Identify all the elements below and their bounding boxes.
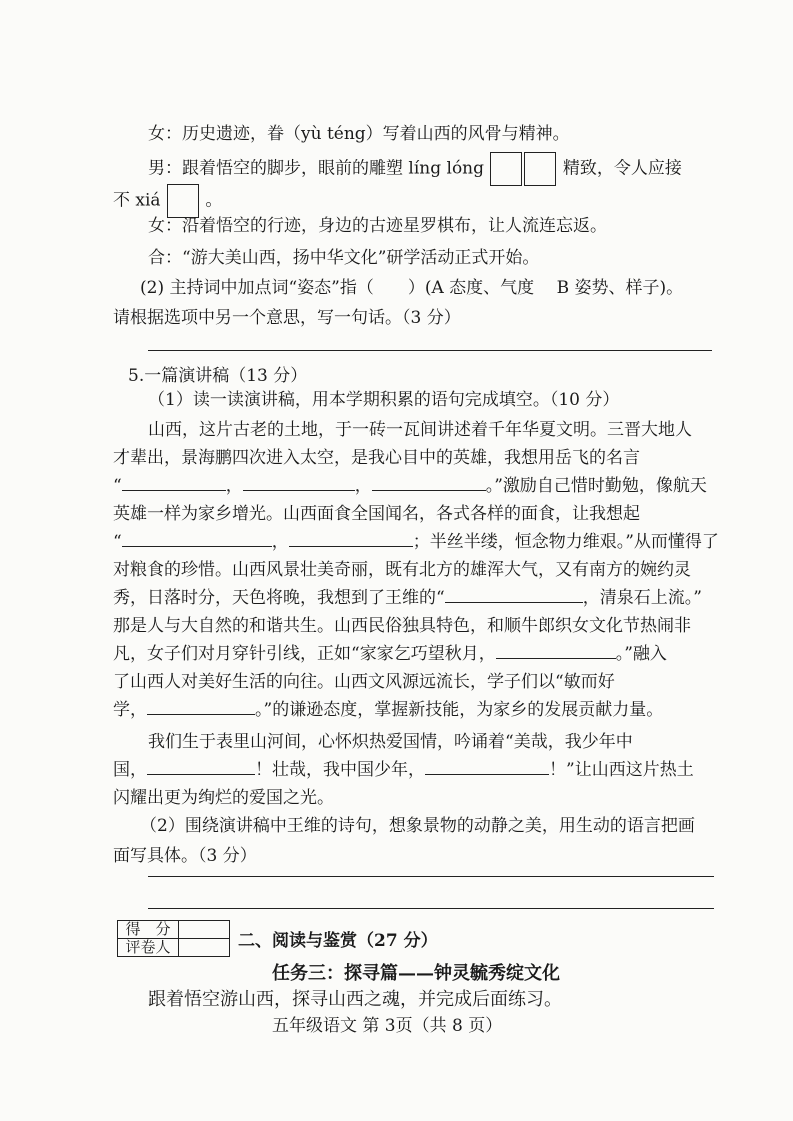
speech-line-1: 山西，这片古老的土地，于一砖一瓦间讲述着千年华夏文明。三晋大地人 (148, 420, 692, 440)
dialogue-male-1-cont (113, 184, 222, 218)
fill-blank[interactable] (425, 758, 549, 775)
fill-blank[interactable] (122, 530, 272, 547)
fill-blank[interactable] (147, 698, 255, 715)
answer-box[interactable] (167, 184, 199, 218)
dialogue-male-text-3: 不 xiá (113, 190, 161, 211)
speech-line-2: 才辈出，景海鹏四次进入太空，是我心目中的英雄，我想用岳飞的名言 (113, 448, 640, 468)
speech-line-13 (113, 758, 694, 782)
text: ！”让山西这片热土 (549, 760, 694, 780)
text: ；半丝半缕，恒念物力维艰。”从而懂得了 (412, 532, 719, 552)
question-4-2-line1: (2) 主持词中加点词“姿态”指（ ）(A 态度、气度 B 姿势、样子)。 (140, 278, 684, 298)
dialogue-male-1 (148, 152, 682, 186)
answer-line[interactable] (148, 908, 714, 909)
dialogue-female-2: 女：沿着悟空的行迹，身边的古迹星罗棋布，让人流连忘返。 (148, 216, 607, 236)
text: 国， (113, 760, 147, 780)
text: ，清泉石上流。” (582, 588, 702, 608)
speech-line-7 (113, 586, 702, 610)
question-5-2-line1: （2）围绕演讲稿中王维的诗句，想象景物的动静之美，用生动的语言把画 (140, 816, 695, 836)
speech-line-11 (113, 698, 663, 722)
speech-line-3 (113, 474, 707, 498)
page-footer: 五年级语文 第 3页（共 8 页） (272, 1016, 503, 1036)
text: “ (113, 532, 122, 552)
question-5-title: 5.一篇演讲稿（13 分） (128, 366, 308, 386)
speech-line-8: 那是人与大自然的和谐共生。山西民俗独具特色，和顺牛郎织女文化节热闹非 (113, 616, 691, 636)
answer-box[interactable] (524, 152, 556, 186)
fill-blank[interactable] (445, 586, 583, 603)
text: ！壮哉，我中国少年， (255, 760, 425, 780)
answer-line[interactable] (148, 876, 714, 877)
text: 学， (113, 700, 147, 720)
text: ， (354, 476, 372, 496)
text: 。”激励自己惜时勤勉，像航天 (485, 476, 707, 496)
question-5-2-line2: 面写具体。（3 分） (113, 846, 257, 866)
task-3-title: 任务三：探寻篇——钟灵毓秀绽文化 (272, 963, 560, 984)
speech-line-6: 对粮食的珍惜。山西风景壮美奇丽，既有北方的雄浑大气，又有南方的婉约灵 (113, 560, 691, 580)
text: ， (271, 532, 289, 552)
fill-blank[interactable] (122, 474, 226, 491)
speech-line-4: 英雄一样为家乡增光。山西面食全国闻名，各式各样的面食，让我想起 (113, 504, 640, 524)
score-label: 得 分 (118, 921, 179, 939)
text: 。”的谦逊态度，掌握新技能，为家乡的发展贡献力量。 (255, 700, 664, 720)
dialogue-female-1: 女：历史遗迹，眷（yù téng）写着山西的风骨与精神。 (148, 124, 570, 144)
text: “ (113, 476, 122, 496)
dialogue-male-text: 男：跟着悟空的脚步，眼前的雕塑 líng lóng (148, 158, 485, 179)
text: 秀，日落时分，天色将晚，我想到了王维的“ (113, 588, 445, 608)
fill-blank[interactable] (147, 758, 255, 775)
score-cell[interactable] (179, 921, 230, 939)
speech-line-14: 闪耀出更为绚烂的爱国之光。 (113, 788, 334, 808)
fill-blank[interactable] (243, 474, 355, 491)
answer-box[interactable] (490, 152, 522, 186)
dialogue-male-text-2: 精致，令人应接 (562, 158, 682, 179)
task-3-intro: 跟着悟空游山西，探寻山西之魂，并完成后面练习。 (148, 989, 562, 1010)
text: 凡，女子们对月穿针引线，正如“家家乞巧望秋月， (113, 644, 496, 664)
answer-line[interactable] (148, 350, 712, 351)
grader-label: 评卷人 (118, 939, 179, 957)
dialogue-together: 合：“游大美山西，扬中华文化”研学活动正式开始。 (148, 248, 540, 268)
score-box (117, 920, 230, 957)
question-4-2-line2: 请根据选项中另一个意思，写一句话。（3 分） (113, 308, 461, 328)
question-5-1: （1）读一读演讲稿，用本学期积累的语句完成填空。（10 分） (148, 390, 620, 410)
fill-blank[interactable] (289, 530, 413, 547)
speech-line-5 (113, 530, 719, 554)
speech-line-12: 我们生于表里山河间，心怀炽热爱国情，吟诵着“美哉，我少年中 (148, 732, 633, 752)
text: ， (225, 476, 243, 496)
dialogue-male-text-4: 。 (205, 190, 223, 211)
fill-blank[interactable] (372, 474, 486, 491)
fill-blank[interactable] (496, 642, 616, 659)
text: 。”融入 (615, 644, 667, 664)
grader-cell[interactable] (179, 939, 230, 957)
section-2-heading: 二、阅读与鉴赏（27 分） (238, 931, 438, 951)
speech-line-9 (113, 642, 667, 666)
speech-line-10: 了山西人对美好生活的向往。山西文风源远流长，学子们以“敏而好 (113, 672, 615, 692)
